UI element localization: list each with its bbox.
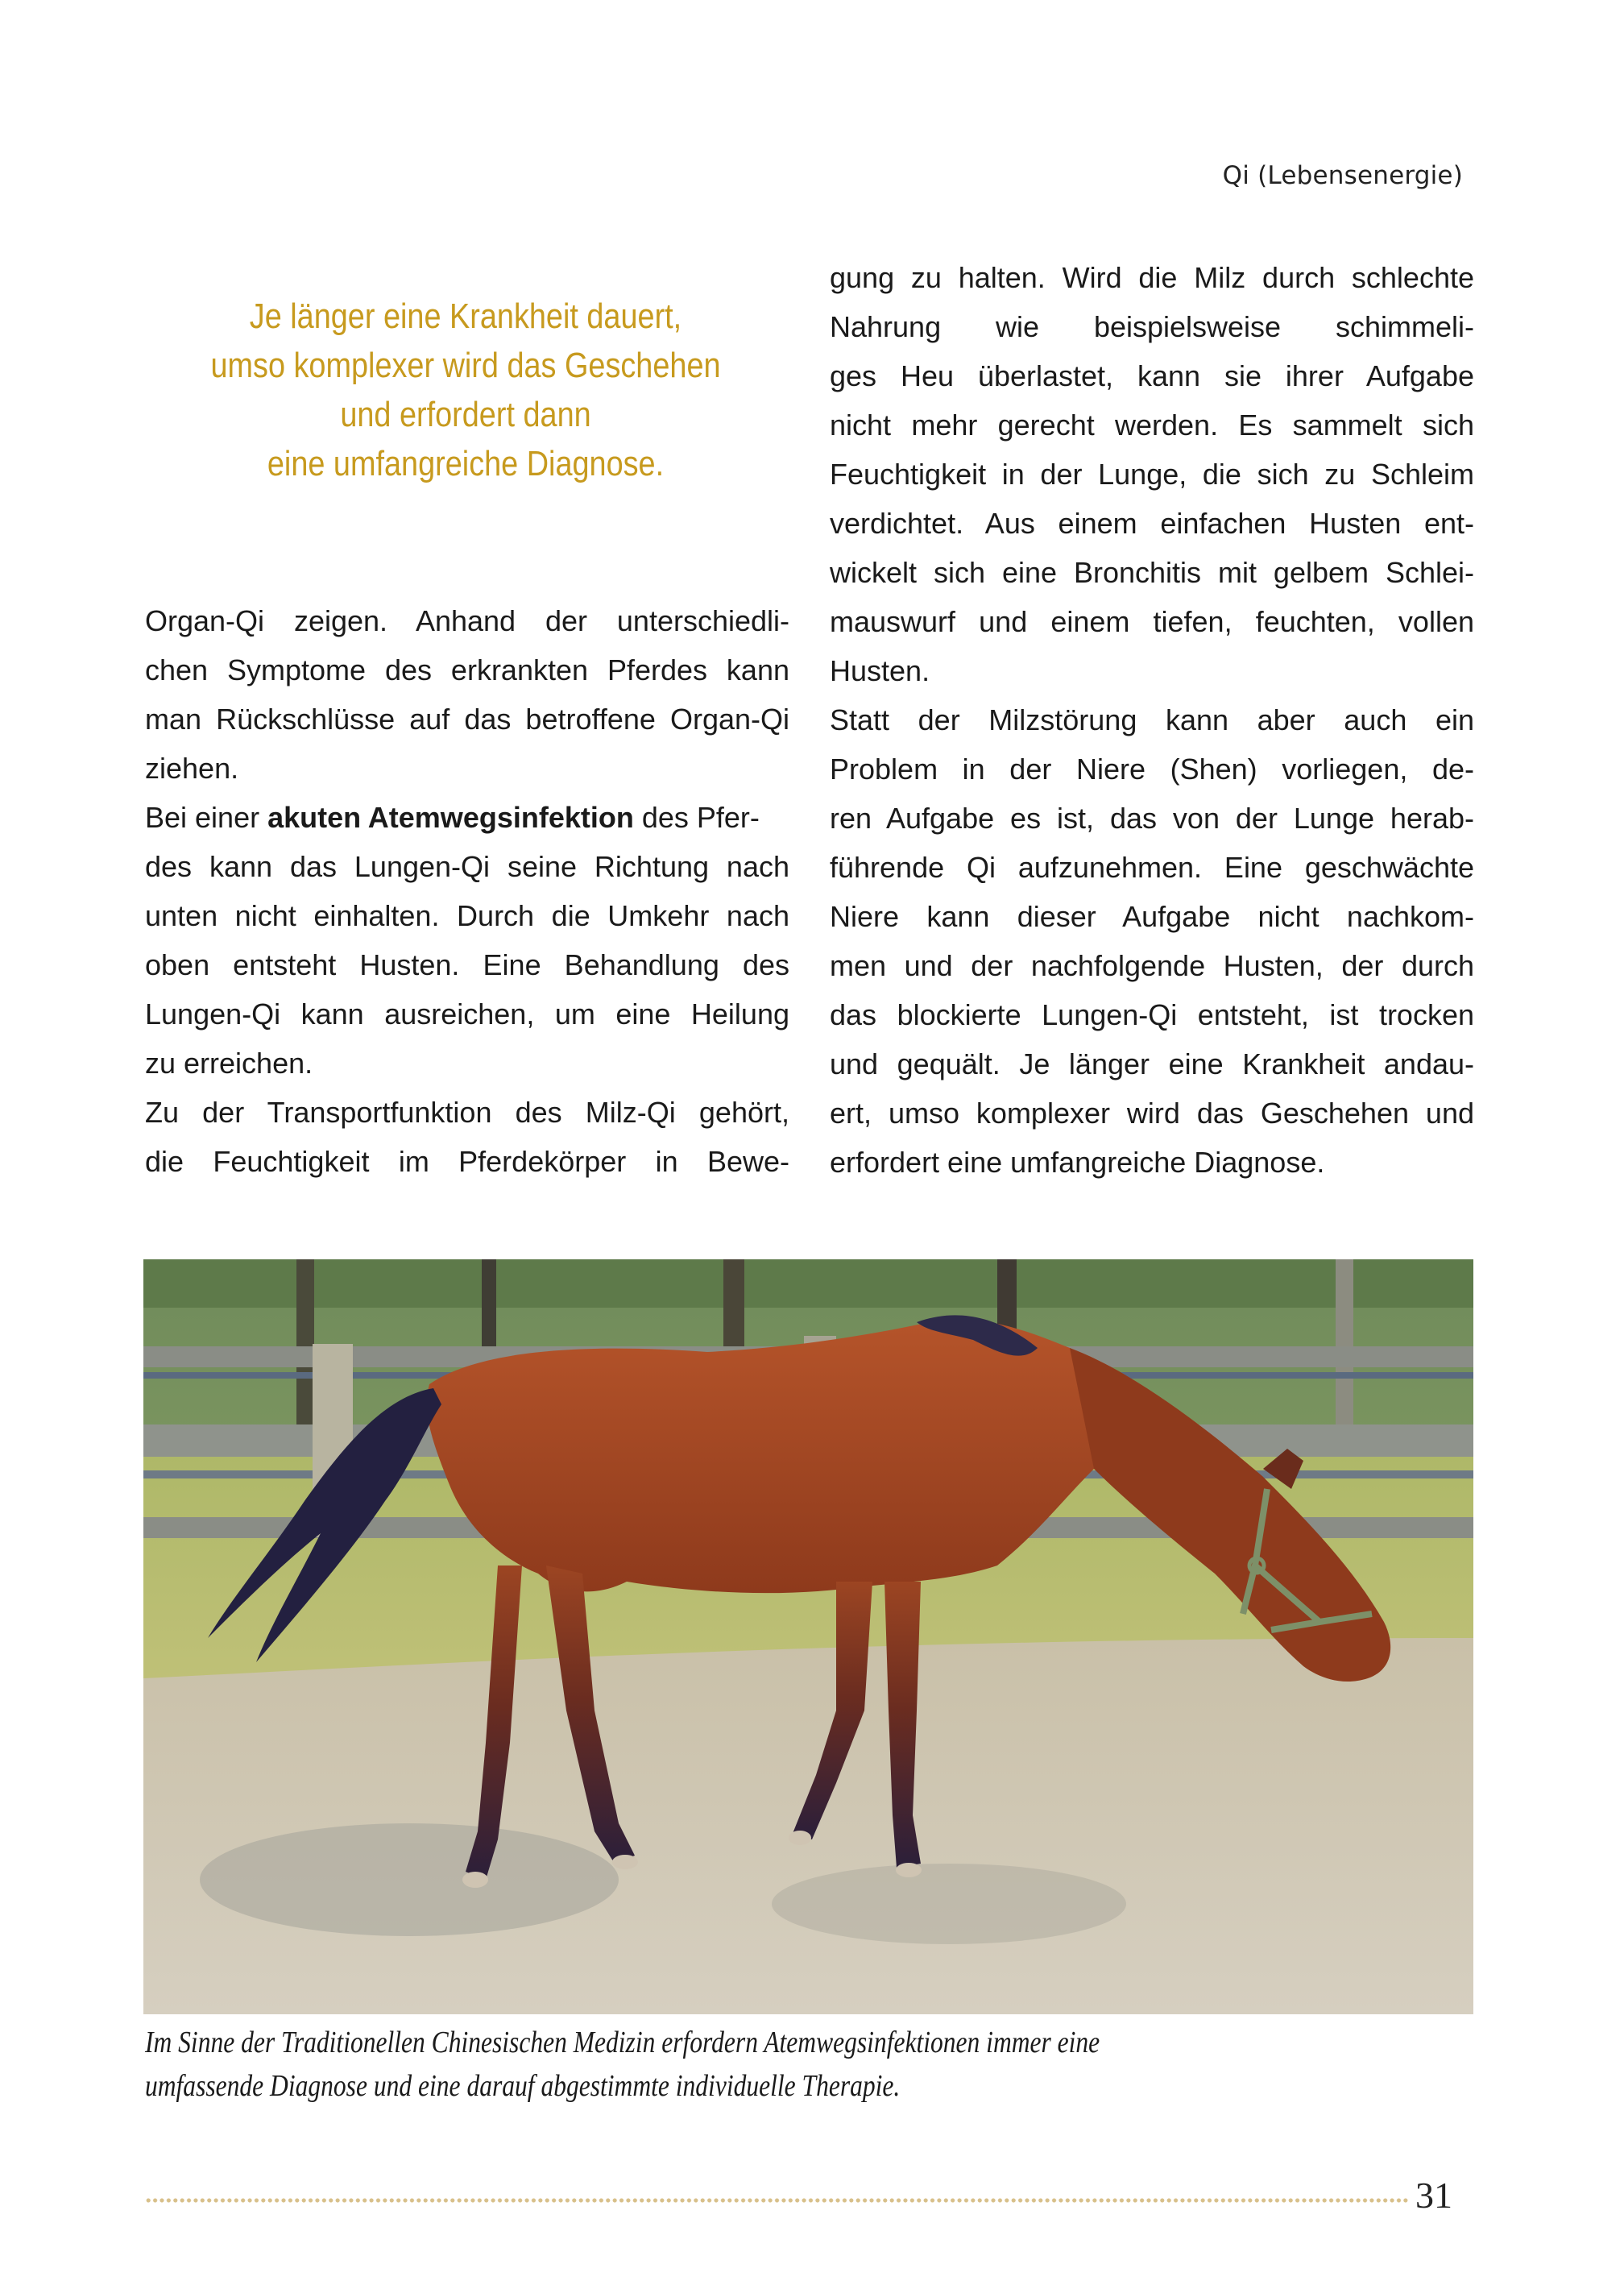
body-line: das blockierte Lungen-Qi entsteht, ist trocken <box>830 998 1474 1031</box>
pull-quote-line: Je länger eine Krankheit dauert, <box>249 297 682 336</box>
body-line: erfordert eine umfangreiche Diagnose. <box>830 1146 1325 1179</box>
horse-photo-illustration <box>143 1259 1473 2014</box>
body-line: man Rückschlüsse auf das betroffene Organ-Qi <box>145 703 789 736</box>
body-line: Niere kann dieser Aufgabe nicht nachkom- <box>830 900 1474 933</box>
caption-text: umfassende Diagnose und eine darauf abgestimmte individuelle Therapie. <box>145 2069 901 2103</box>
body-line: gung zu halten. Wird die Milz durch schlechte <box>830 261 1474 294</box>
pull-quote-line: und erfordert dann <box>340 395 591 434</box>
left-text-column <box>145 596 789 1186</box>
body-line: Zu der Transportfunktion des Milz-Qi gehört, <box>145 1096 789 1129</box>
body-line: zu erreichen. <box>145 1047 313 1080</box>
body-line: und gequält. Je länger eine Krankheit andau- <box>830 1047 1474 1080</box>
body-line-with-emphasis <box>145 793 789 842</box>
caption-line <box>145 2064 1474 2108</box>
running-head: Qi (Lebensenergie) <box>1222 161 1463 190</box>
figure-caption <box>145 2021 1474 2108</box>
body-line: wickelt sich eine Bronchitis mit gelbem Schlei- <box>830 556 1474 589</box>
body-line: des kann das Lungen-Qi seine Richtung nach <box>145 850 789 883</box>
body-text: des Pfer- <box>633 801 760 834</box>
right-text-column <box>830 253 1474 1187</box>
dotted-footer-rule <box>145 2198 1410 2203</box>
body-line: mauswurf und einem tiefen, feuchten, vollen <box>830 605 1474 638</box>
body-line: ges Heu überlastet, kann sie ihrer Aufgabe <box>830 359 1474 392</box>
body-line: führende Qi aufzunehmen. Eine geschwächte <box>830 851 1474 884</box>
body-line: Feuchtigkeit in der Lunge, die sich zu Schleim <box>830 458 1474 491</box>
body-line: unten nicht einhalten. Durch die Umkehr nach <box>145 899 789 932</box>
horse-photo <box>143 1259 1473 2014</box>
emphasis-term: akuten Atemwegsinfektion <box>267 801 634 834</box>
body-line: Organ-Qi zeigen. Anhand der unterschiedli- <box>145 604 789 637</box>
body-line: verdichtet. Aus einem einfachen Husten ent- <box>830 507 1474 540</box>
body-line: die Feuchtigkeit im Pferdekörper in Bewe- <box>145 1145 789 1178</box>
body-line: ert, umso komplexer wird das Geschehen und <box>830 1097 1474 1130</box>
body-line: chen Symptome des erkrankten Pferdes kann <box>145 653 789 686</box>
body-line: Problem in der Niere (Shen) vorliegen, de- <box>830 753 1474 786</box>
page-number: 31 <box>1415 2175 1452 2216</box>
body-line: Statt der Milzstörung kann aber auch ein <box>830 703 1474 736</box>
body-line: Lungen-Qi kann ausreichen, um eine Heilung <box>145 997 789 1031</box>
caption-text: Im Sinne der Traditionellen Chinesischen Medizin erfordern Atemwegsinfektionen immer eine <box>145 2026 1100 2059</box>
caption-line <box>145 2021 1474 2064</box>
body-text: Bei einer <box>145 801 268 834</box>
pull-quote <box>188 292 743 488</box>
body-line: Nahrung wie beispielsweise schimmeli- <box>830 310 1474 343</box>
body-line: nicht mehr gerecht werden. Es sammelt sich <box>830 408 1474 442</box>
body-line: ziehen. <box>145 752 239 785</box>
body-line: ren Aufgabe es ist, das von der Lunge herab- <box>830 802 1474 835</box>
body-line: oben entsteht Husten. Eine Behandlung des <box>145 948 789 981</box>
body-line: Husten. <box>830 654 930 687</box>
pull-quote-line: umso komplexer wird das Geschehen <box>210 346 721 385</box>
pull-quote-line: eine umfangreiche Diagnose. <box>267 444 665 483</box>
body-line: men und der nachfolgende Husten, der durch <box>830 949 1474 982</box>
